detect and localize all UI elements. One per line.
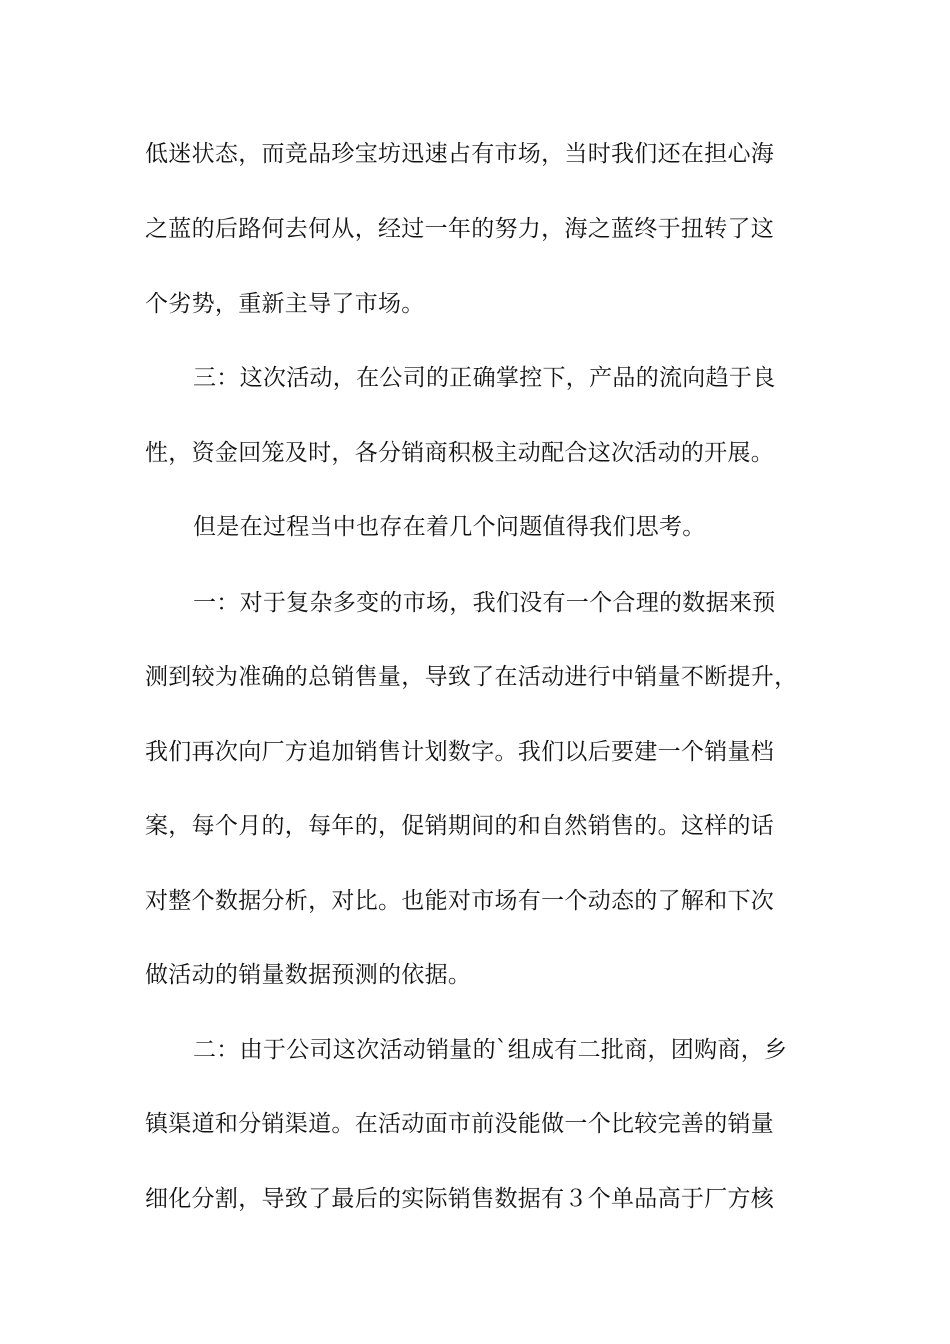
text-line: 我们再次向厂方追加销售计划数字。我们以后要建一个销量档	[145, 739, 775, 765]
text-line: 低迷状态，而竞品珍宝坊迅速占有市场，当时我们还在担心海	[145, 141, 775, 167]
paragraph-start-line: 一：对于复杂多变的市场，我们没有一个合理的数据来预	[193, 590, 776, 616]
text-line: 之蓝的后路何去何从，经过一年的努力，海之蓝终于扭转了这	[145, 216, 775, 242]
text-line: 做活动的销量数据预测的依据。	[145, 962, 472, 988]
text-line: 细化分割，导致了最后的实际销售数据有３个单品高于厂方核	[145, 1186, 775, 1212]
paragraph-start-line: 二：由于公司这次活动销量的`组成有二批商，团购商，乡	[193, 1037, 788, 1063]
text-line: 对整个数据分析，对比。也能对市场有一个动态的了解和下次	[145, 888, 775, 914]
paragraph-start-line: 三：这次活动，在公司的正确掌控下，产品的流向趋于良	[193, 365, 776, 391]
text-line: 案，每个月的，每年的，促销期间的和自然销售的。这样的话	[145, 813, 775, 839]
paragraph-start-line: 但是在过程当中也存在着几个问题值得我们思考。	[193, 514, 706, 540]
text-line: 性，资金回笼及时，各分销商积极主动配合这次活动的开展。	[145, 440, 775, 466]
text-line: 测到较为准确的总销售量，导致了在活动进行中销量不断提升，	[145, 664, 798, 690]
text-line: 个劣势，重新主导了市场。	[145, 291, 425, 317]
text-line: 镇渠道和分销渠道。在活动面市前没能做一个比较完善的销量	[145, 1111, 775, 1137]
